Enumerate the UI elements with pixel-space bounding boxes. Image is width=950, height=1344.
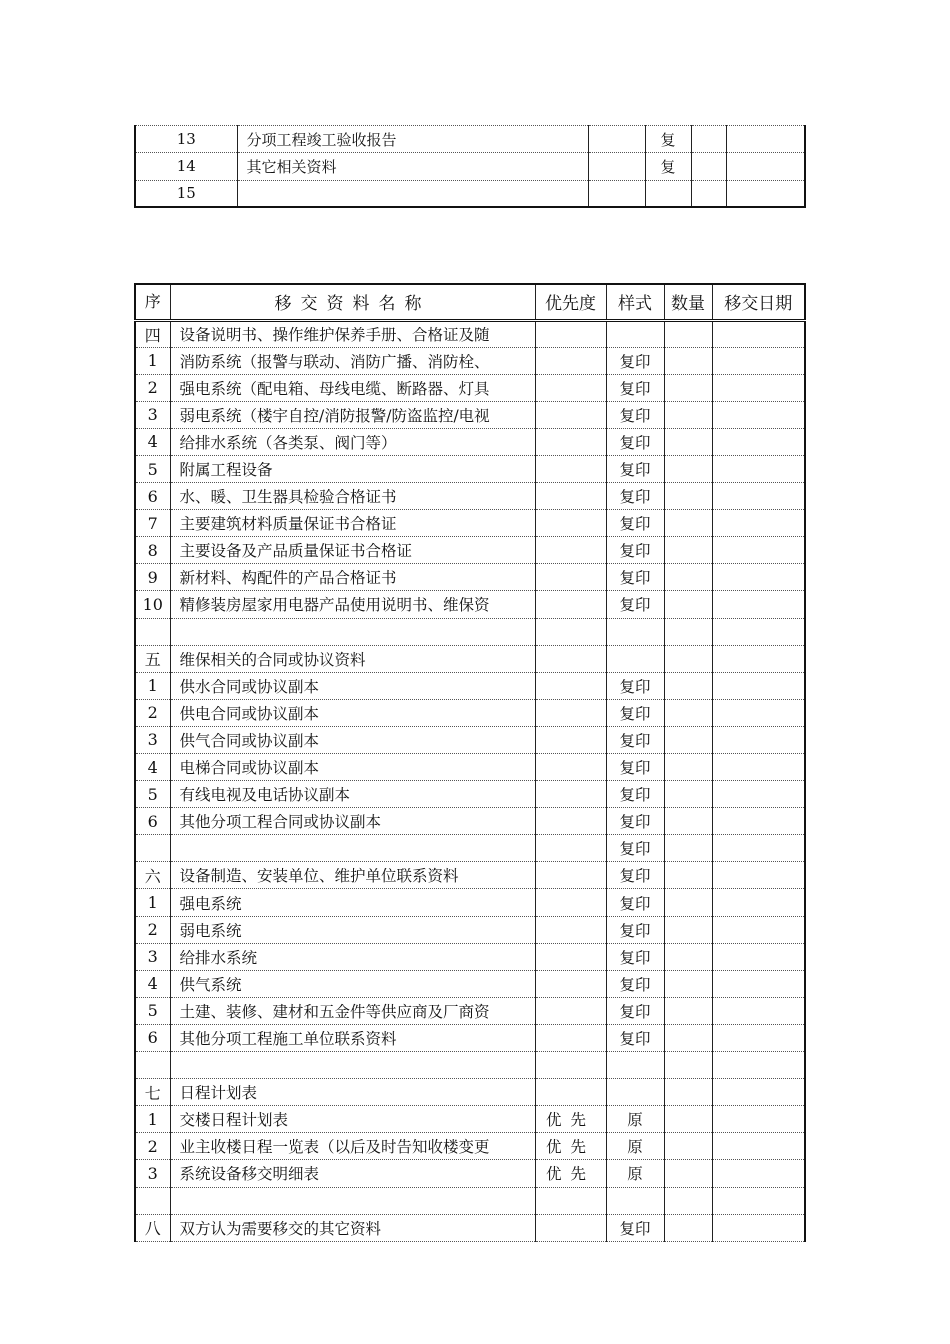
table-row (135, 428, 805, 455)
row-number: 4 (135, 428, 170, 455)
row-name: 有线电视及电话协议副本 (170, 781, 535, 808)
row-number: 13 (135, 126, 237, 153)
row-form: 复印 (606, 1024, 664, 1051)
row-date (712, 672, 805, 699)
row-priority (535, 835, 606, 862)
row-number: 15 (135, 180, 237, 207)
row-date (712, 374, 805, 401)
row-qty (664, 455, 712, 482)
row-form (606, 645, 664, 672)
row-date (712, 1052, 805, 1079)
row-date (712, 754, 805, 781)
table-row (135, 510, 805, 537)
row-qty (664, 862, 712, 889)
row-date (712, 1024, 805, 1051)
row-date (712, 564, 805, 591)
header-name: 移交资料名称 (170, 284, 535, 320)
row-qty (664, 510, 712, 537)
table-row (135, 862, 805, 889)
row-date (712, 862, 805, 889)
row-priority (535, 862, 606, 889)
document-table-continued (134, 125, 806, 208)
row-number: 六 (135, 862, 170, 889)
row-name: 维保相关的合同或协议资料 (170, 645, 535, 672)
row-name: 交楼日程计划表 (170, 1106, 535, 1133)
row-cell (726, 126, 805, 153)
row-date (712, 645, 805, 672)
table-row (135, 672, 805, 699)
row-qty (664, 618, 712, 645)
table-row (135, 916, 805, 943)
row-name: 供电合同或协议副本 (170, 699, 535, 726)
row-name (170, 835, 535, 862)
row-date (712, 1187, 805, 1214)
row-priority (535, 699, 606, 726)
table-row (135, 320, 805, 347)
row-priority (535, 726, 606, 753)
row-priority (535, 889, 606, 916)
table-row (135, 943, 805, 970)
row-number (135, 618, 170, 645)
row-date (712, 1079, 805, 1106)
row-priority (535, 754, 606, 781)
row-number: 2 (135, 1133, 170, 1160)
row-form: 复印 (606, 347, 664, 374)
row-name: 设备制造、安装单位、维护单位联系资料 (170, 862, 535, 889)
row-qty (664, 1214, 712, 1241)
row-name: 业主收楼日程一览表（以后及时告知收楼变更 (170, 1133, 535, 1160)
row-number (135, 1052, 170, 1079)
row-name: 新材料、构配件的产品合格证书 (170, 564, 535, 591)
row-number: 1 (135, 347, 170, 374)
row-form: 复 (645, 126, 691, 153)
row-date (712, 835, 805, 862)
row-qty (664, 564, 712, 591)
row-form: 复印 (606, 699, 664, 726)
row-form (645, 180, 691, 207)
row-form: 复印 (606, 808, 664, 835)
row-date (712, 889, 805, 916)
table-row (135, 726, 805, 753)
row-cell (588, 180, 645, 207)
row-date (712, 808, 805, 835)
row-number: 2 (135, 699, 170, 726)
table-row (135, 347, 805, 374)
row-form (606, 1187, 664, 1214)
row-name: 强电系统（配电箱、母线电缆、断路器、灯具 (170, 374, 535, 401)
row-date (712, 591, 805, 618)
header-priority: 优先度 (535, 284, 606, 320)
row-number: 6 (135, 808, 170, 835)
row-form: 复印 (606, 781, 664, 808)
row-cell (726, 180, 805, 207)
row-name (170, 1052, 535, 1079)
row-name: 附属工程设备 (170, 455, 535, 482)
row-qty (664, 781, 712, 808)
row-form: 复印 (606, 726, 664, 753)
row-form: 原 (606, 1106, 664, 1133)
row-form: 复印 (606, 428, 664, 455)
table-row (135, 835, 805, 862)
table-row (135, 483, 805, 510)
row-priority (535, 1079, 606, 1106)
row-cell (691, 153, 726, 180)
row-qty (664, 1106, 712, 1133)
row-form: 原 (606, 1133, 664, 1160)
row-date (712, 781, 805, 808)
row-qty (664, 754, 712, 781)
row-priority (535, 537, 606, 564)
row-date (712, 347, 805, 374)
row-qty (664, 483, 712, 510)
table-row (135, 1079, 805, 1106)
header-qty: 数量 (664, 284, 712, 320)
row-cell (691, 180, 726, 207)
row-number: 3 (135, 1160, 170, 1187)
row-name: 分项工程竣工验收报告 (237, 126, 588, 153)
row-qty (664, 970, 712, 997)
row-priority: 优先 (535, 1133, 606, 1160)
row-name: 强电系统 (170, 889, 535, 916)
row-date (712, 943, 805, 970)
transfer-documents-table (134, 283, 806, 1242)
row-form: 复印 (606, 537, 664, 564)
row-priority (535, 347, 606, 374)
row-name: 给排水系统 (170, 943, 535, 970)
row-number (135, 835, 170, 862)
row-name: 给排水系统（各类泵、阀门等） (170, 428, 535, 455)
row-cell (691, 126, 726, 153)
row-date (712, 726, 805, 753)
row-qty (664, 320, 712, 347)
row-priority: 优先 (535, 1160, 606, 1187)
row-name: 土建、装修、建材和五金件等供应商及厂商资 (170, 997, 535, 1024)
row-number: 5 (135, 455, 170, 482)
table-row (135, 455, 805, 482)
row-form (606, 320, 664, 347)
row-number: 2 (135, 374, 170, 401)
row-priority (535, 591, 606, 618)
row-number: 5 (135, 781, 170, 808)
row-name: 供气系统 (170, 970, 535, 997)
row-name: 其他分项工程合同或协议副本 (170, 808, 535, 835)
row-priority: 优先 (535, 1106, 606, 1133)
row-qty (664, 1052, 712, 1079)
table-row (135, 591, 805, 618)
row-number: 2 (135, 916, 170, 943)
row-number: 四 (135, 320, 170, 347)
row-priority (535, 1024, 606, 1051)
row-qty (664, 401, 712, 428)
row-number: 14 (135, 153, 237, 180)
row-name: 日程计划表 (170, 1079, 535, 1106)
table-row (135, 808, 805, 835)
row-priority (535, 564, 606, 591)
row-priority (535, 781, 606, 808)
row-number: 10 (135, 591, 170, 618)
row-date (712, 970, 805, 997)
row-priority (535, 428, 606, 455)
row-name: 其他分项工程施工单位联系资料 (170, 1024, 535, 1051)
table-row (135, 970, 805, 997)
row-priority (535, 374, 606, 401)
row-name: 供水合同或协议副本 (170, 672, 535, 699)
row-form (606, 1079, 664, 1106)
row-form: 复印 (606, 455, 664, 482)
row-date (712, 997, 805, 1024)
row-priority (535, 970, 606, 997)
row-priority (535, 672, 606, 699)
row-qty (664, 374, 712, 401)
row-date (712, 428, 805, 455)
table-row (135, 1052, 805, 1079)
row-qty (664, 916, 712, 943)
table-row (135, 1187, 805, 1214)
row-priority (535, 401, 606, 428)
row-form: 复印 (606, 916, 664, 943)
row-number: 7 (135, 510, 170, 537)
table-row (135, 1106, 805, 1133)
row-form: 复印 (606, 862, 664, 889)
row-form: 复印 (606, 401, 664, 428)
row-qty (664, 1024, 712, 1051)
row-cell (726, 153, 805, 180)
row-number: 4 (135, 754, 170, 781)
row-qty (664, 835, 712, 862)
row-number: 8 (135, 537, 170, 564)
row-form: 复印 (606, 564, 664, 591)
row-name: 主要设备及产品质量保证书合格证 (170, 537, 535, 564)
row-name: 设备说明书、操作维护保养手册、合格证及随 (170, 320, 535, 347)
row-priority (535, 510, 606, 537)
row-number: 4 (135, 970, 170, 997)
row-number: 3 (135, 726, 170, 753)
row-qty (664, 347, 712, 374)
row-date (712, 320, 805, 347)
row-form: 复印 (606, 997, 664, 1024)
row-form: 复印 (606, 943, 664, 970)
row-priority (535, 320, 606, 347)
row-form: 复印 (606, 1214, 664, 1241)
row-qty (664, 1079, 712, 1106)
row-name: 弱电系统（楼宇自控/消防报警/防盗监控/电视 (170, 401, 535, 428)
row-date (712, 1133, 805, 1160)
row-number: 1 (135, 1106, 170, 1133)
row-form: 复 (645, 153, 691, 180)
row-form: 复印 (606, 374, 664, 401)
row-form: 复印 (606, 889, 664, 916)
row-form (606, 1052, 664, 1079)
row-number: 1 (135, 672, 170, 699)
row-date (712, 1106, 805, 1133)
row-date (712, 483, 805, 510)
row-name: 其它相关资料 (237, 153, 588, 180)
row-number: 七 (135, 1079, 170, 1106)
row-name: 双方认为需要移交的其它资料 (170, 1214, 535, 1241)
row-name: 系统设备移交明细表 (170, 1160, 535, 1187)
row-date (712, 618, 805, 645)
table-row (135, 618, 805, 645)
row-number: 9 (135, 564, 170, 591)
row-name: 水、暖、卫生器具检验合格证书 (170, 483, 535, 510)
row-qty (664, 889, 712, 916)
row-date (712, 401, 805, 428)
row-form: 复印 (606, 510, 664, 537)
table-row (135, 180, 805, 207)
row-name (170, 618, 535, 645)
row-qty (664, 537, 712, 564)
table-row (135, 781, 805, 808)
table-row (135, 754, 805, 781)
row-qty (664, 997, 712, 1024)
row-name: 供气合同或协议副本 (170, 726, 535, 753)
row-qty (664, 808, 712, 835)
row-number: 五 (135, 645, 170, 672)
row-number: 6 (135, 1024, 170, 1051)
row-form: 复印 (606, 970, 664, 997)
table-row (135, 537, 805, 564)
row-priority (535, 916, 606, 943)
row-form: 复印 (606, 672, 664, 699)
table-row (135, 1214, 805, 1241)
table-row (135, 374, 805, 401)
row-qty (664, 726, 712, 753)
row-priority (535, 1187, 606, 1214)
row-priority (535, 1052, 606, 1079)
row-name: 主要建筑材料质量保证书合格证 (170, 510, 535, 537)
row-number: 3 (135, 401, 170, 428)
table-row (135, 153, 805, 180)
table-row (135, 1024, 805, 1051)
header-date: 移交日期 (712, 284, 805, 320)
row-name: 弱电系统 (170, 916, 535, 943)
table-row (135, 564, 805, 591)
row-number: 3 (135, 943, 170, 970)
table-row (135, 1133, 805, 1160)
row-cell (588, 153, 645, 180)
table-row (135, 1160, 805, 1187)
row-date (712, 1214, 805, 1241)
row-date (712, 510, 805, 537)
row-qty (664, 591, 712, 618)
row-form: 复印 (606, 483, 664, 510)
row-date (712, 537, 805, 564)
row-priority (535, 618, 606, 645)
row-name (170, 1187, 535, 1214)
row-number (135, 1187, 170, 1214)
row-qty (664, 428, 712, 455)
row-name: 消防系统（报警与联动、消防广播、消防栓、 (170, 347, 535, 374)
table-header-row (135, 284, 805, 320)
row-form: 原 (606, 1160, 664, 1187)
row-priority (535, 645, 606, 672)
row-qty (664, 699, 712, 726)
row-number: 八 (135, 1214, 170, 1241)
row-number: 1 (135, 889, 170, 916)
row-form: 复印 (606, 591, 664, 618)
row-qty (664, 943, 712, 970)
row-priority (535, 455, 606, 482)
row-name: 精修装房屋家用电器产品使用说明书、维保资 (170, 591, 535, 618)
row-form: 复印 (606, 835, 664, 862)
table-row (135, 645, 805, 672)
table-row (135, 126, 805, 153)
row-date (712, 455, 805, 482)
row-priority (535, 483, 606, 510)
row-date (712, 1160, 805, 1187)
header-form: 样式 (606, 284, 664, 320)
row-priority (535, 997, 606, 1024)
row-priority (535, 943, 606, 970)
row-qty (664, 645, 712, 672)
row-name: 电梯合同或协议副本 (170, 754, 535, 781)
row-priority (535, 808, 606, 835)
row-form (606, 618, 664, 645)
row-date (712, 916, 805, 943)
row-qty (664, 672, 712, 699)
row-qty (664, 1160, 712, 1187)
row-form: 复印 (606, 754, 664, 781)
table-row (135, 401, 805, 428)
table-row (135, 997, 805, 1024)
row-name (237, 180, 588, 207)
table-row (135, 699, 805, 726)
row-number: 6 (135, 483, 170, 510)
row-cell (588, 126, 645, 153)
table-row (135, 889, 805, 916)
header-no: 序 (135, 284, 170, 320)
row-number: 5 (135, 997, 170, 1024)
row-qty (664, 1133, 712, 1160)
row-qty (664, 1187, 712, 1214)
row-priority (535, 1214, 606, 1241)
row-date (712, 699, 805, 726)
